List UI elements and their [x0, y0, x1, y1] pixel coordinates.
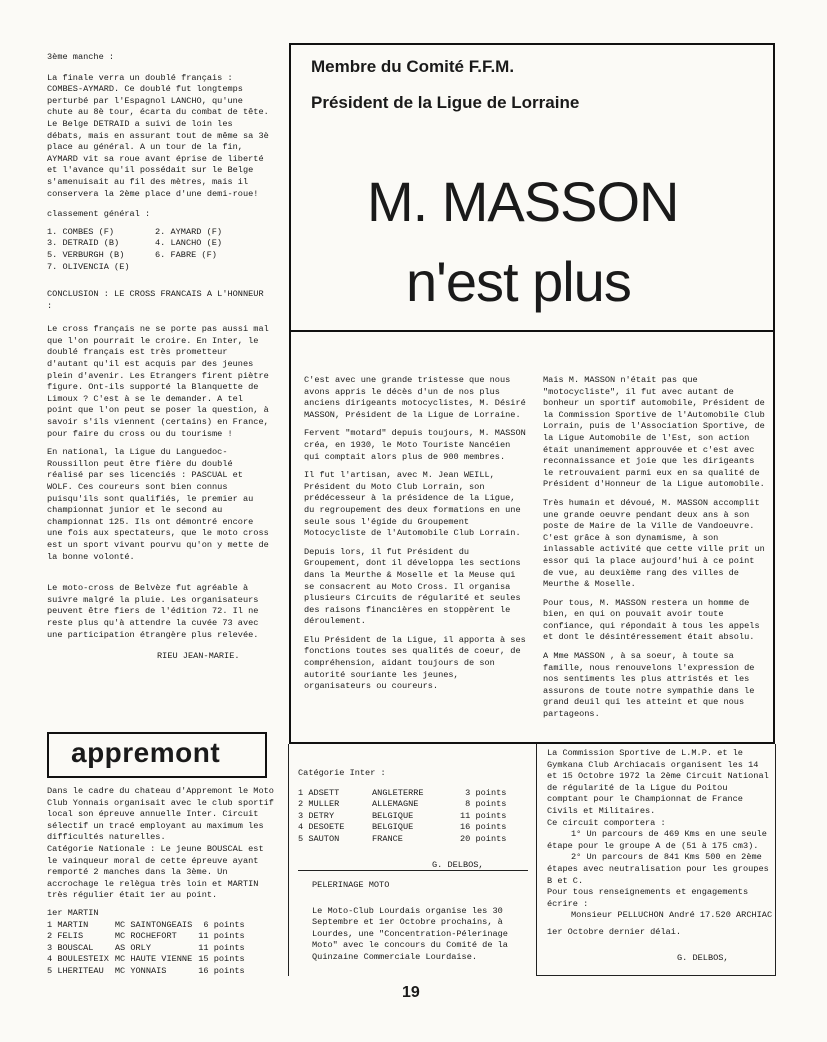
- conclusion-paragraph-1: Le cross français ne se porte pas aussi mal que l'on pourrait le croire. En Inter, le doublé français est très prometteur d'autant qu'il est acquis par des jeunes plein d'avenir. Les Etrangers firent piètre figure. Ont-ils supporté la Blanquette de Limoux ? C'est à se le demander. A tel point que l'on peut se poser la question, à savoir s'ils viennent (certains) en France, pour faire du cross ou du tourisme !: [47, 324, 269, 439]
- manche-heading: 3ème manche :: [47, 52, 115, 62]
- lmp-paragraph: La Commission Sportive de L.M.P. et le Gymkana Club Archiacais organisent les 14 et 15 Octobre 1972 la 2ème Circuit National de régularité de la Ligue du Poitou comptant pour le Championnat de France Civils et Militaires.: [547, 748, 769, 816]
- classement-row: 1. COMBES (F) 2. AYMARD (F): [47, 226, 223, 237]
- appremont-article: [47, 786, 279, 978]
- inter-heading: Catégorie Inter :: [298, 768, 386, 778]
- masson-paragraph: Très humain et dévoué, M. MASSON accomplit une grande oeuvre pendant deux ans à son poste de Maire de la Ville de Vandoeuvre. C'est grâce à son dynamisme, à son inlassable activité que cette ville prit un essor qui la place aujourd'hui à ce point de vue, au deuxième rang des villes de Meurthe & Moselle.: [543, 497, 765, 590]
- table-row: 3 BOUSCAL AS ORLY 11 points: [47, 942, 245, 953]
- lmp-paragraph: 2° Un parcours de 841 Kms 500 en 2ème étapes avec neutralisation pour les groupes B et C.: [547, 852, 769, 886]
- classement-heading: classement général :: [47, 209, 151, 220]
- masson-column-2: [543, 375, 765, 728]
- masson-paragraph: C'est avec une grande tristesse que nous avons appris le décès d'un de nos plus anciens dirigeants motocyclistes, M. Désiré MASSON, Président de la Ligue de Lorraine.: [304, 375, 526, 420]
- masson-column-1: [304, 375, 526, 700]
- appremont-title: appremont: [71, 737, 221, 768]
- masson-headline-2: n'est plus: [406, 250, 631, 313]
- masson-article-box: [289, 43, 775, 744]
- masson-subtitle-2: Président de la Ligue de Lorraine: [311, 93, 580, 112]
- lmp-article: [547, 748, 773, 964]
- signature-rieu: RIEU JEAN-MARIE.: [157, 651, 240, 662]
- lmp-paragraph: 1° Un parcours de 469 Kms en une seule étape pour le groupe A de (51 à 175 cm3).: [547, 829, 767, 851]
- inter-divider-left: [288, 744, 289, 976]
- table-row: 2 FELIS MC ROCHEFORT 11 points: [47, 931, 245, 942]
- appremont-results-table: [47, 920, 251, 978]
- conclusion-paragraph-2: En national, la Ligue du Languedoc-Roussillon peut être fière du doublé réalisé par ses licenciés : PASCUAL et WOLF. Ces coureurs sont bien connus puisqu'ils sont qualifiés, le premier au championnat junior et le second au championnat 125. Ils ont démontré encore une fois aux spectateurs, que le moto cross est un sport vivant pourvu qu'on y mette de la bonne volonté.: [47, 447, 269, 562]
- page-number: 19: [402, 984, 420, 1001]
- table-row: 5 SAUTON FRANCE 20 points: [298, 833, 507, 844]
- masson-headline-rule: [291, 330, 773, 332]
- appremont-first: 1er MARTIN: [47, 907, 99, 918]
- appremont-paragraph-1: Dans le cadre du chateau d'Appremont le Moto Club Yonnais organisait avec le club sportif local son épreuve annuelle Inter. Circuit sélectif un tracé employant au maximum les difficultés naturelles.: [47, 786, 274, 843]
- lmp-box: [536, 744, 776, 976]
- belveze-paragraph: Le moto-cross de Belvèze fut agréable à suivre malgré la pluie. Les organisateurs peuvent être fiers de l'édition 72. Il ne reste plus qu'à attendre la cuvée 73 avec une participation étrangère plus relevée.: [47, 583, 259, 640]
- table-row: 5 LHERITEAU MC YONNAIS 16 points: [47, 965, 245, 976]
- classement-row: 7. OLIVENCIA (E): [47, 261, 130, 272]
- table-row: 4 DESOETE BELGIQUE 16 points: [298, 822, 507, 833]
- masson-paragraph: Il fut l'artisan, avec M. Jean WEILL, Président du Moto Club Lorrain, son prédécesseur à la présidence de la Ligue, du regroupement des deux formations en une seule sous l'égide du Groupement Motocycliste de l'Automobile Club Lorrain.: [304, 470, 521, 539]
- table-row: 2 MULLER ALLEMAGNE 8 points: [298, 799, 507, 810]
- table-row: 1 MARTIN MC SAINTONGEAIS 6 points: [47, 919, 245, 930]
- pelerinage-heading: PELERINAGE MOTO: [312, 880, 390, 890]
- lmp-signature: G. DELBOS,: [677, 952, 729, 963]
- inter-divider-bottom: [298, 870, 528, 871]
- conclusion-heading: CONCLUSION : LE CROSS FRANCAIS A L'HONNEUR :: [47, 289, 264, 311]
- masson-paragraph: A Mme MASSON , à sa soeur, à toute sa famille, nous renouvelons l'expression de nos sentiments les plus attristés et les assurons de toute notre sympathie dans le grand deuil qui les atteint et que nous partageons.: [543, 651, 755, 720]
- left-column: [47, 52, 269, 663]
- pelerinage-text: Le Moto-Club Lourdais organise les 30 Septembre et 1er Octobre prochains, à Lourdes, une "Concentration-Pélerinage Moto" avec le concours du Comité de la Quinzaine Commerciale Lourdaise.: [312, 905, 508, 962]
- lmp-paragraph: Ce circuit comportera :: [547, 817, 666, 828]
- masson-paragraph: Depuis lors, il fut Président du Groupement, dont il développa les sections dans la Meurthe & Moselle et la Meuse qui se consacrent au Moto Cross. Il organisa plusieurs Circuits de régularité et seules des raisons financières en stoppèrent le déroulement.: [304, 546, 521, 627]
- table-row: 1 ADSETT ANGLETERRE 3 points: [298, 787, 507, 798]
- classement-row: 5. VERBURGH (B) 6. FABRE (F): [47, 249, 217, 260]
- lmp-paragraph: 1er Octobre dernier délai.: [547, 926, 682, 937]
- lmp-paragraph: Pour tous renseignements et engagements écrire :: [547, 887, 749, 909]
- masson-paragraph: Mais M. MASSON n'était pas que "motocycliste", il fut avec autant de bonheur un sportif automobile, Président de la Commission Sportive de l'Automobile Club Lorrain, puis de l'Association Sportive, de la Ligue Automobile de l'Est, son action était unanimement approuvée et c'est avec reconnaissance et joie que les dirigeants le retrouvaient parmi eux en sa qualité de Président d'Honneur de la Ligue automobile.: [543, 375, 765, 490]
- classement-list: [47, 227, 269, 273]
- manche-text: La finale verra un doublé français : COMBES-AYMARD. Ce doublé fut longtemps perturbé par l'Espagnol LANCHO, qu'une chute au 8è tour, écarta du combat de tête. Le Belge DETRAID a suivi de loin les débats, mais en assurant tout de même sa 3è place au général. A un tour de la fin, AYMARD vit sa roue avant éprise de liberté et l'avance qu'il possédait sur le Belge s'amenuisait au fil des mètres, mais il conservera la 2ème place d'une demi-roue!: [47, 72, 269, 199]
- table-row: 3 DETRY BELGIQUE 11 points: [298, 810, 507, 821]
- table-row: 4 BOULESTEIX MC HAUTE VIENNE 15 points: [47, 954, 245, 965]
- inter-results: [298, 768, 528, 871]
- pelerinage-article: [312, 880, 534, 964]
- inter-results-table: [298, 788, 512, 846]
- masson-paragraph: Fervent "motard" depuis toujours, M. MASSON créa, en 1930, le Moto Touriste Nancéien qui comptait alors plus de 900 membres.: [304, 428, 526, 462]
- masson-paragraph: Pour tous, M. MASSON restera un homme de bien, en qui on pouvait avoir toute confiance, qui répondait à tous les appels et dont le désintéressement était absolu.: [543, 597, 760, 643]
- classement-row: 3. DETRAID (B) 4. LANCHO (E): [47, 238, 223, 249]
- masson-paragraph: Elu Président de la Ligue, il apporta à ses fonctions toutes ses qualités de coeur, de compréhension, aidant toujours de son autorité souriante les jeunes, organisateurs ou coureurs.: [304, 634, 526, 692]
- masson-headline-1: M. MASSON: [367, 170, 679, 233]
- appremont-paragraph-2: Catégorie Nationale : Le jeune BOUSCAL est le vainqueur moral de cette épreuve ayant remporté 2 manches dans la 3ème. Un accrochage le relègua très loin et MARTIN très régulier était 1er au point.: [47, 843, 264, 901]
- appremont-title-box: [47, 732, 267, 778]
- lmp-paragraph: Monsieur PELLUCHON André 17.520 ARCHIAC: [571, 910, 773, 921]
- masson-subtitle-1: Membre du Comité F.F.M.: [311, 57, 515, 76]
- inter-signature: G. DELBOS,: [432, 859, 484, 870]
